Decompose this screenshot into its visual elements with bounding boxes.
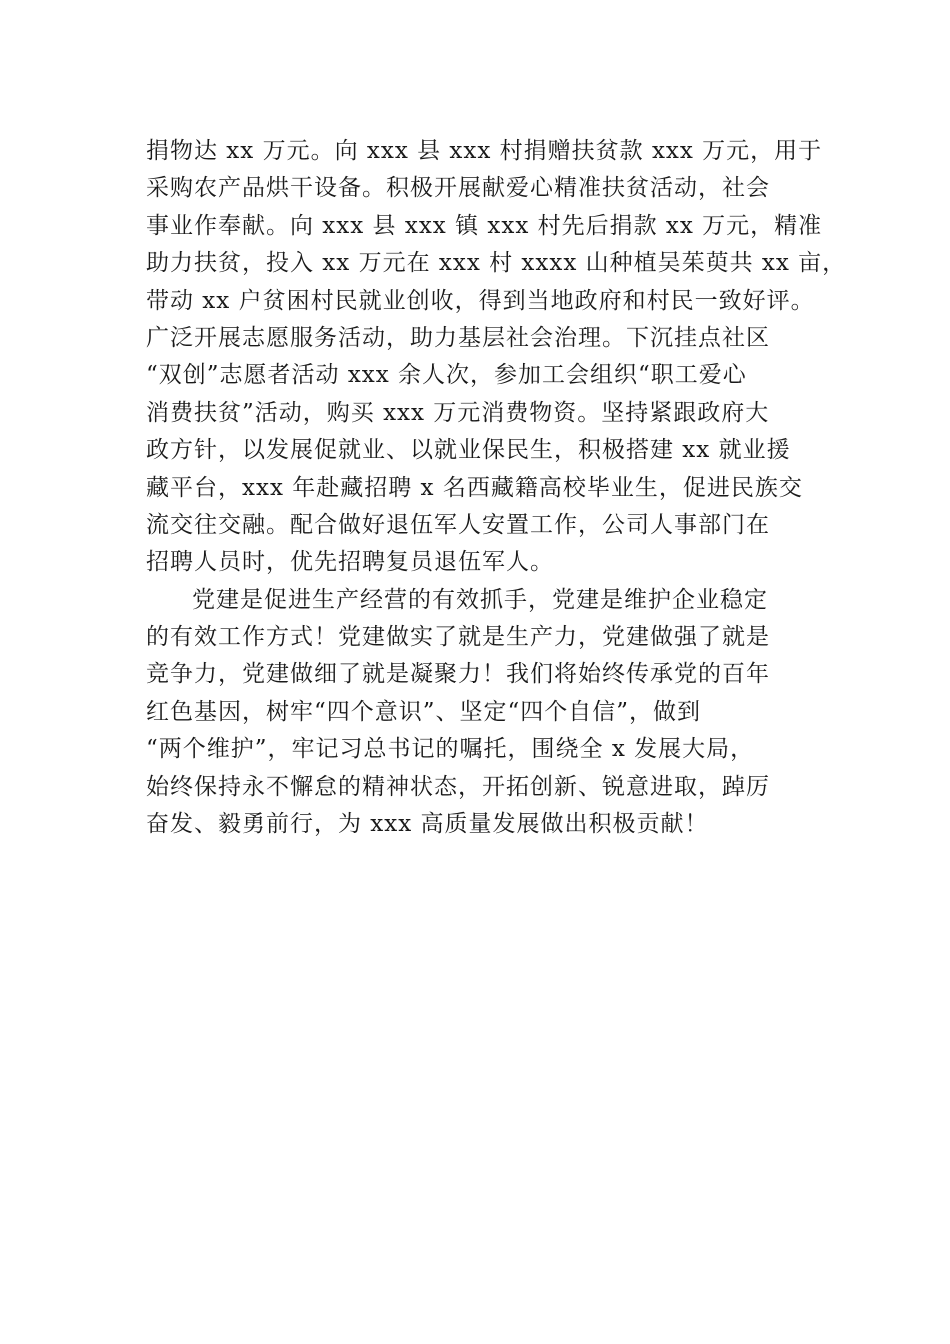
text-line: 招聘人员时，优先招聘复员退伍军人。 [146,549,554,576]
text-line: “双创”志愿者活动 xxx 余人次，参加工会组织“职工爱心 [146,362,747,389]
text-line: 竞争力，党建做细了就是凝聚力！我们将始终传承党的百年 [146,661,770,688]
text-line: 助力扶贫，投入 xx 万元在 xxx 村 xxxx 山种植吴茱萸共 xx 亩， [146,250,847,277]
text-line: 政方针，以发展促就业、以就业保民生，积极搭建 xx 就业援 [146,437,791,464]
text-line: “两个维护”，牢记习总书记的嘱托，围绕全 x 发展大局， [146,736,755,763]
text-line: 带动 xx 户贫困村民就业创收，得到当地政府和村民一致好评。 [146,287,815,314]
paragraph-2 [146,582,826,844]
text-line: 奋发、毅勇前行，为 xxx 高质量发展做出积极贡献！ [146,811,709,838]
text-line: 消费扶贫”活动，购买 xxx 万元消费物资。坚持紧跟政府大 [146,399,770,426]
text-line: 广泛开展志愿服务活动，助力基层社会治理。下沉挂点社区 [146,324,770,351]
text-line: 流交往交融。配合做好退伍军人安置工作，公司人事部门在 [146,511,770,538]
text-line: 藏平台，xxx 年赴藏招聘 x 名西藏籍高校毕业生，促进民族交 [146,474,803,501]
text-line: 始终保持永不懈怠的精神状态，开拓创新、锐意进取，踔厉 [146,773,770,800]
paragraph-1 [146,133,847,582]
document-body [146,133,847,843]
text-line: 党建是促进生产经营的有效抓手，党建是维护企业稳定 [192,586,768,613]
text-line: 的有效工作方式！党建做实了就是生产力，党建做强了就是 [146,624,770,651]
text-line: 红色基因，树牢“四个意识”、坚定“四个自信”，做到 [146,698,702,725]
text-line: 事业作奉献。向 xxx 县 xxx 镇 xxx 村先后捐款 xx 万元，精准 [146,212,823,239]
text-line: 捐物达 xx 万元。向 xxx 县 xxx 村捐赠扶贫款 xxx 万元，用于 [146,138,823,164]
text-line: 采购农产品烘干设备。积极开展献爱心精准扶贫活动，社会 [146,175,770,202]
